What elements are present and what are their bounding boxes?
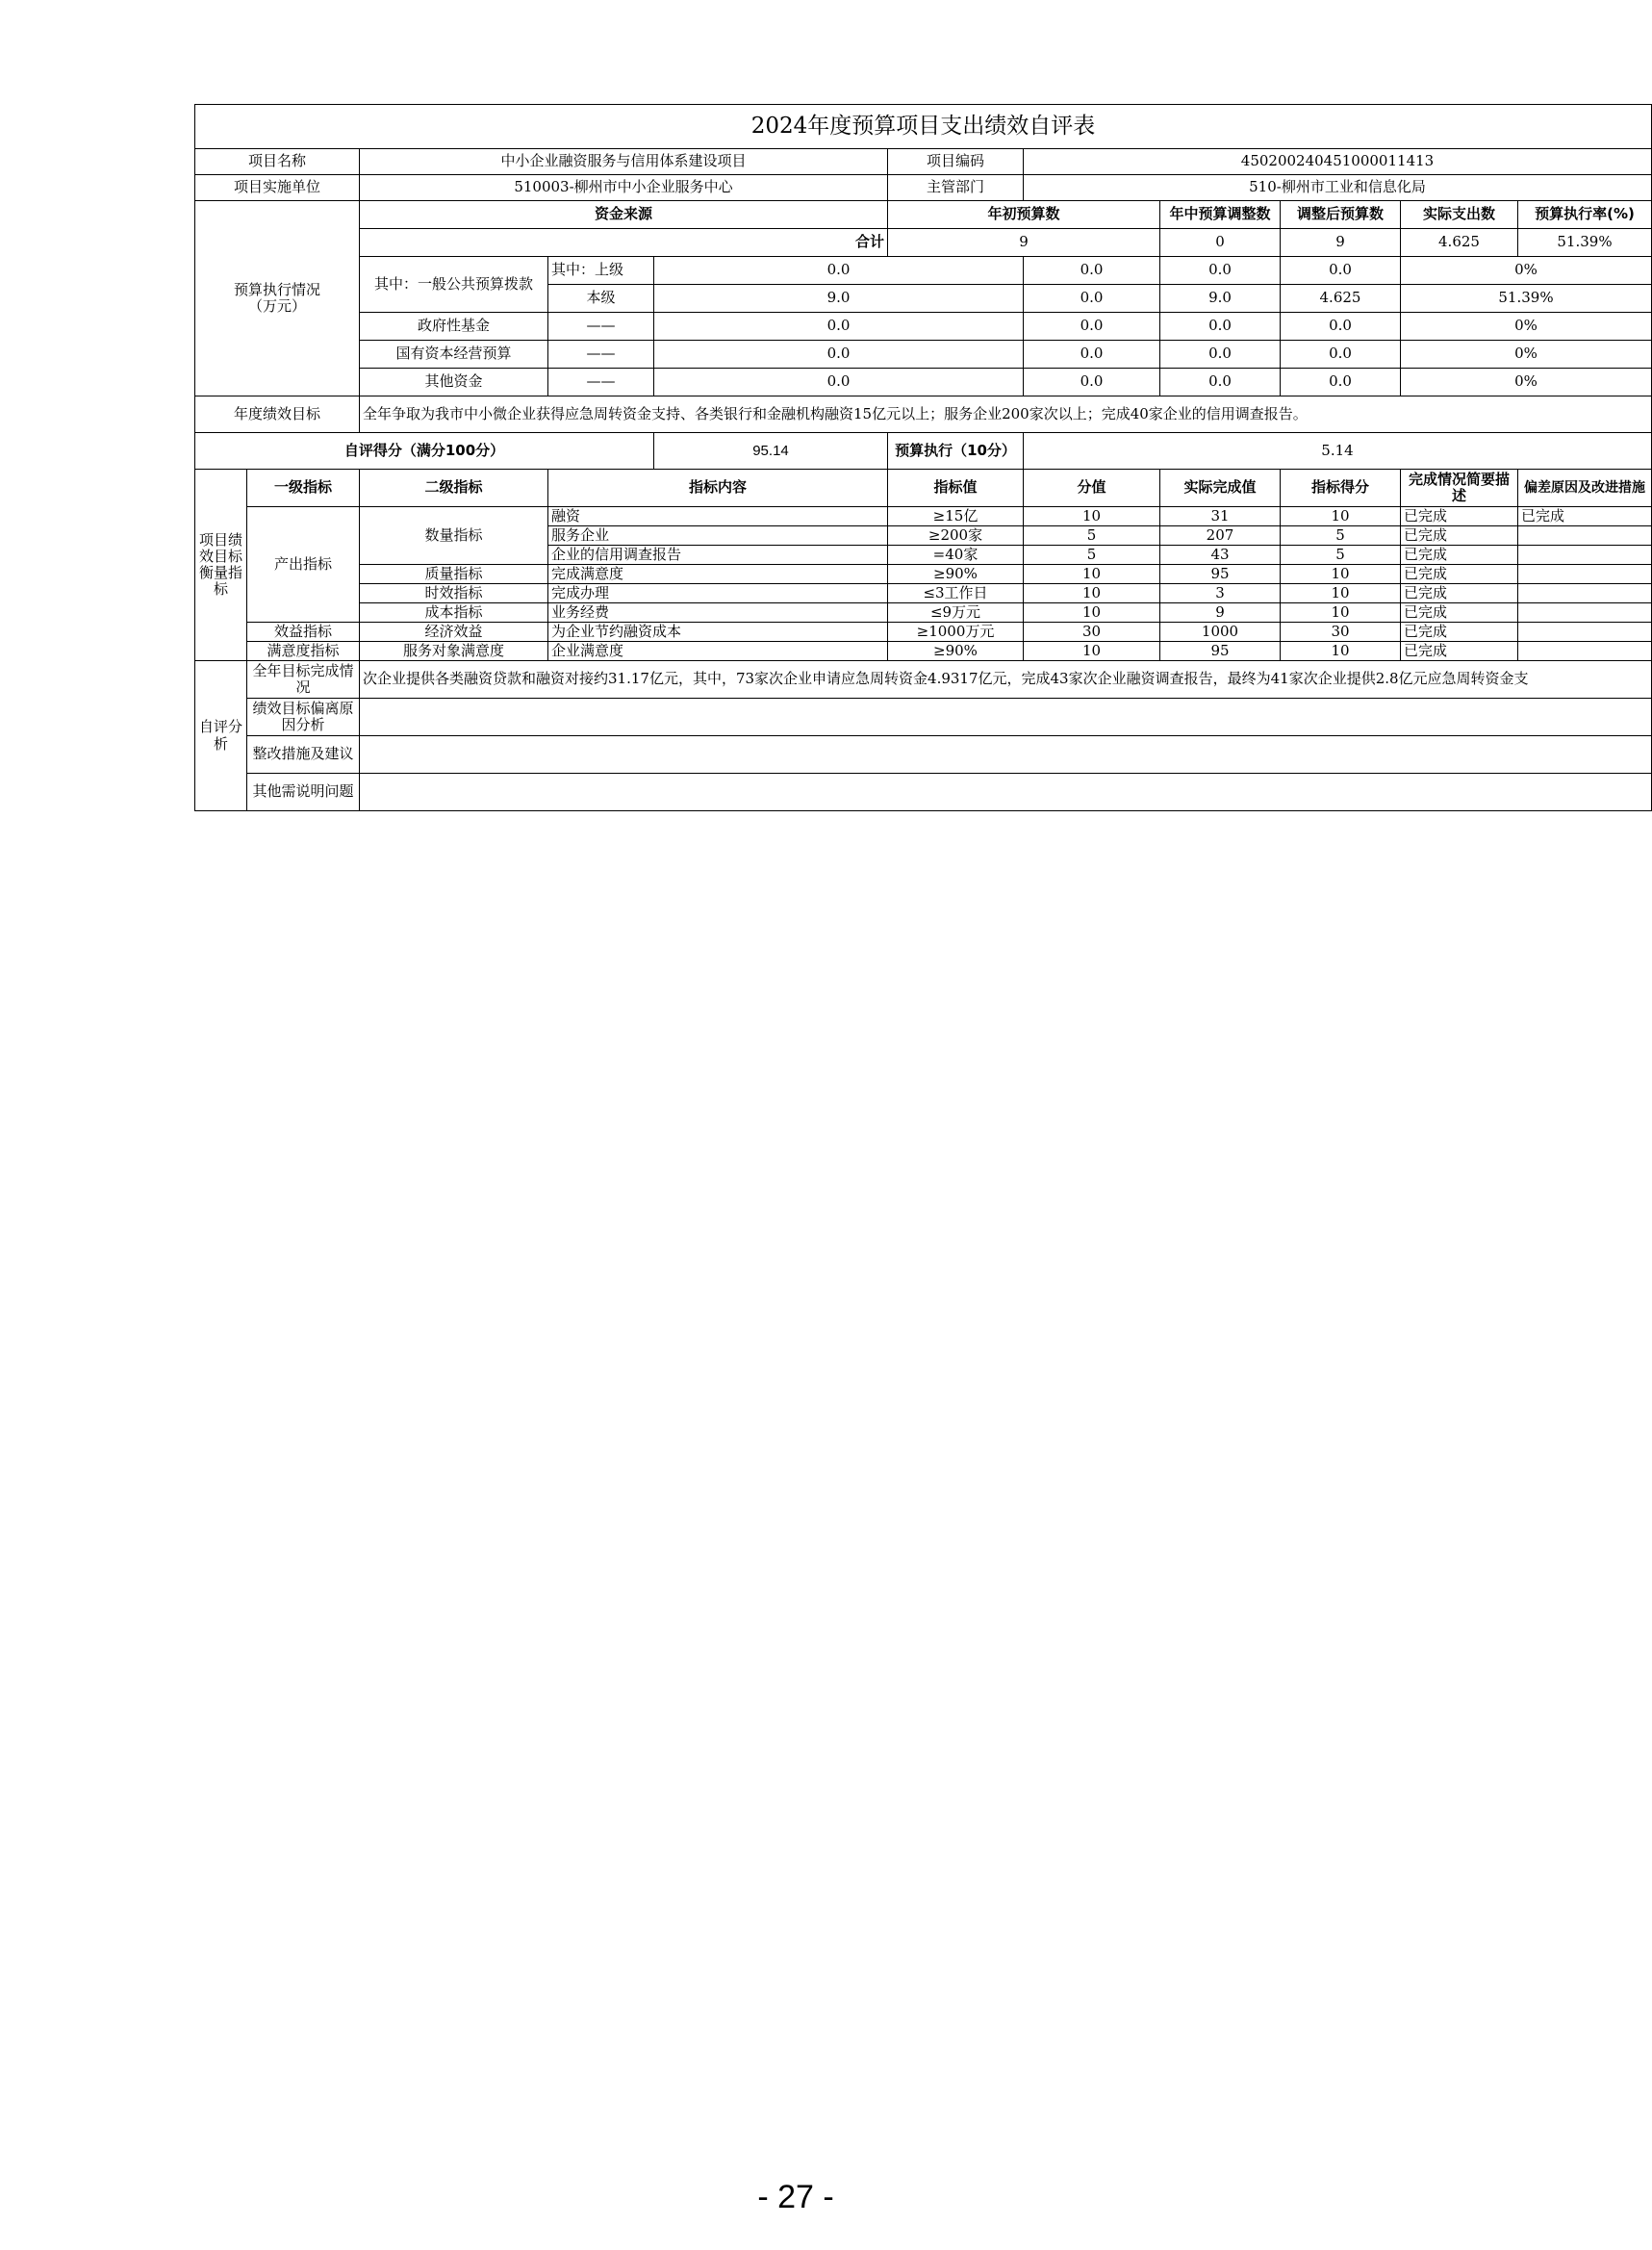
state-capital-rate: 0%	[1401, 341, 1652, 369]
budget-execution-score-label: 预算执行（10分）	[888, 433, 1024, 470]
indicator-content: 业务经费	[548, 603, 888, 623]
supervising-department-label: 主管部门	[888, 175, 1024, 201]
state-capital-adjustment: 0.0	[1024, 341, 1160, 369]
indicator-target: =40家	[888, 546, 1024, 565]
supervising-department: 510-柳州市工业和信息化局	[1024, 175, 1652, 201]
total-actual: 4.625	[1401, 229, 1518, 257]
indicator-actual: 95	[1160, 642, 1281, 661]
page-number: - 27 -	[757, 2179, 834, 2215]
local-initial: 9.0	[654, 285, 1024, 313]
cost-indicator-label: 成本指标	[360, 603, 548, 623]
col-header-mid-year-adjustment: 年中预算调整数	[1160, 201, 1281, 229]
analysis-item-label: 其他需说明问题	[247, 774, 360, 811]
implementing-unit: 510003-柳州市中小企业服务中心	[360, 175, 888, 201]
indicator-score: 30	[1281, 623, 1401, 642]
indicator-actual: 9	[1160, 603, 1281, 623]
indicator-deviation: 已完成	[1518, 507, 1652, 526]
indicator-points: 10	[1024, 507, 1160, 526]
other-funds-label: 其他资金	[360, 369, 548, 396]
state-capital-adjusted: 0.0	[1160, 341, 1281, 369]
col-header-actual: 实际完成值	[1160, 470, 1281, 507]
col-header-content: 指标内容	[548, 470, 888, 507]
implementing-unit-label: 项目实施单位	[195, 175, 360, 201]
indicator-points: 5	[1024, 526, 1160, 546]
col-header-initial-budget: 年初预算数	[888, 201, 1160, 229]
indicator-deviation	[1518, 623, 1652, 642]
budget-section-label: 预算执行情况 （万元）	[195, 201, 360, 396]
indicator-status: 已完成	[1401, 584, 1518, 603]
other-funds-actual: 0.0	[1281, 369, 1401, 396]
col-header-execution-rate: 预算执行率(%)	[1518, 201, 1652, 229]
indicator-actual: 31	[1160, 507, 1281, 526]
analysis-item-text	[360, 736, 1652, 774]
indicator-status: 已完成	[1401, 565, 1518, 584]
state-capital-label: 国有资本经营预算	[360, 341, 548, 369]
indicator-target: ≥200家	[888, 526, 1024, 546]
service-satisfaction-label: 服务对象满意度	[360, 642, 548, 661]
col-header-status: 完成情况简要描述	[1401, 470, 1518, 507]
indicator-deviation	[1518, 546, 1652, 565]
upper-adjustment: 0.0	[1024, 257, 1160, 285]
indicator-status: 已完成	[1401, 642, 1518, 661]
local-rate: 51.39%	[1401, 285, 1652, 313]
indicators-section-label: 项目绩 效目标 衡量指 标	[195, 470, 247, 661]
government-fund-actual: 0.0	[1281, 313, 1401, 341]
indicator-actual: 95	[1160, 565, 1281, 584]
economic-benefit-label: 经济效益	[360, 623, 548, 642]
indicator-status: 已完成	[1401, 603, 1518, 623]
indicator-points: 30	[1024, 623, 1160, 642]
state-capital-initial: 0.0	[654, 341, 1024, 369]
indicator-status: 已完成	[1401, 546, 1518, 565]
indicator-status: 已完成	[1401, 507, 1518, 526]
indicator-deviation	[1518, 584, 1652, 603]
indicator-target: ≥1000万元	[888, 623, 1024, 642]
annual-goal-text: 全年争取为我市中小微企业获得应急周转资金支持、各类银行和金融机构融资15亿元以上；服务企业200家次以上；完成40家企业的信用调查报告。	[360, 396, 1652, 433]
indicator-points: 10	[1024, 642, 1160, 661]
upper-rate: 0%	[1401, 257, 1652, 285]
indicator-deviation	[1518, 565, 1652, 584]
indicator-deviation	[1518, 642, 1652, 661]
indicator-content: 服务企业	[548, 526, 888, 546]
other-funds-adjustment: 0.0	[1024, 369, 1160, 396]
indicator-points: 10	[1024, 565, 1160, 584]
government-fund-initial: 0.0	[654, 313, 1024, 341]
indicator-content: 融资	[548, 507, 888, 526]
local-adjustment: 0.0	[1024, 285, 1160, 313]
other-funds-rate: 0%	[1401, 369, 1652, 396]
indicator-score: 10	[1281, 507, 1401, 526]
indicator-status: 已完成	[1401, 623, 1518, 642]
other-funds-initial: 0.0	[654, 369, 1024, 396]
total-initial: 9	[888, 229, 1160, 257]
col-header-adjusted-budget: 调整后预算数	[1281, 201, 1401, 229]
self-score-value: 95.14	[654, 433, 888, 470]
indicator-points: 5	[1024, 546, 1160, 565]
indicator-deviation	[1518, 603, 1652, 623]
total-adjusted: 9	[1281, 229, 1401, 257]
indicator-target: ≥90%	[888, 642, 1024, 661]
upper-initial: 0.0	[654, 257, 1024, 285]
indicator-target: ≥90%	[888, 565, 1024, 584]
indicator-target: ≤9万元	[888, 603, 1024, 623]
analysis-item-text	[360, 699, 1652, 736]
indicator-deviation	[1518, 526, 1652, 546]
upper-actual: 0.0	[1281, 257, 1401, 285]
indicator-score: 5	[1281, 526, 1401, 546]
analysis-item-label: 整改措施及建议	[247, 736, 360, 774]
indicator-score: 10	[1281, 642, 1401, 661]
timeliness-indicator-label: 时效指标	[360, 584, 548, 603]
quality-indicator-label: 质量指标	[360, 565, 548, 584]
indicator-actual: 43	[1160, 546, 1281, 565]
performance-evaluation-table	[194, 104, 1652, 811]
indicator-actual: 1000	[1160, 623, 1281, 642]
government-fund-adjustment: 0.0	[1024, 313, 1160, 341]
col-header-score: 指标得分	[1281, 470, 1401, 507]
analysis-item-label: 全年目标完成情况	[247, 661, 360, 699]
benefit-indicator-label: 效益指标	[247, 623, 360, 642]
output-indicator-label: 产出指标	[247, 507, 360, 623]
indicator-target: ≥15亿	[888, 507, 1024, 526]
project-name-label: 项目名称	[195, 149, 360, 175]
indicator-points: 10	[1024, 584, 1160, 603]
indicator-target: ≤3工作日	[888, 584, 1024, 603]
analysis-section-label: 自评分 析	[195, 661, 247, 811]
annual-goal-label: 年度绩效目标	[195, 396, 360, 433]
state-capital-dash: ——	[548, 341, 654, 369]
table-title: 2024年度预算项目支出绩效自评表	[195, 105, 1652, 149]
self-score-label: 自评得分（满分100分）	[195, 433, 654, 470]
project-code: 450200240451000011413	[1024, 149, 1652, 175]
indicator-actual: 207	[1160, 526, 1281, 546]
other-funds-adjusted: 0.0	[1160, 369, 1281, 396]
local-adjusted: 9.0	[1160, 285, 1281, 313]
indicator-score: 10	[1281, 565, 1401, 584]
col-header-level1: 一级指标	[247, 470, 360, 507]
project-code-label: 项目编码	[888, 149, 1024, 175]
government-fund-rate: 0%	[1401, 313, 1652, 341]
government-fund-label: 政府性基金	[360, 313, 548, 341]
indicator-actual: 3	[1160, 584, 1281, 603]
government-fund-dash: ——	[548, 313, 654, 341]
indicator-score: 10	[1281, 584, 1401, 603]
col-header-points: 分值	[1024, 470, 1160, 507]
indicator-content: 为企业节约融资成本	[548, 623, 888, 642]
indicator-content: 完成满意度	[548, 565, 888, 584]
indicator-score: 5	[1281, 546, 1401, 565]
analysis-item-label: 绩效目标偏离原因分析	[247, 699, 360, 736]
analysis-item-text	[360, 774, 1652, 811]
col-header-actual-spending: 实际支出数	[1401, 201, 1518, 229]
total-adjustment: 0	[1160, 229, 1281, 257]
local-level-label: 本级	[548, 285, 654, 313]
government-fund-adjusted: 0.0	[1160, 313, 1281, 341]
budget-execution-score-value: 5.14	[1024, 433, 1652, 470]
upper-level-label: 其中：上级	[548, 257, 654, 285]
general-budget-label: 其中：一般公共预算拨款	[360, 257, 548, 313]
state-capital-actual: 0.0	[1281, 341, 1401, 369]
other-funds-dash: ——	[548, 369, 654, 396]
indicator-status: 已完成	[1401, 526, 1518, 546]
total-rate: 51.39%	[1518, 229, 1652, 257]
upper-adjusted: 0.0	[1160, 257, 1281, 285]
project-name: 中小企业融资服务与信用体系建设项目	[360, 149, 888, 175]
quantity-indicator-label: 数量指标	[360, 507, 548, 565]
col-header-fund-source: 资金来源	[360, 201, 888, 229]
total-label: 合计	[360, 229, 888, 257]
col-header-target: 指标值	[888, 470, 1024, 507]
satisfaction-indicator-label: 满意度指标	[247, 642, 360, 661]
col-header-deviation: 偏差原因及改进措施	[1518, 470, 1652, 507]
indicator-content: 企业满意度	[548, 642, 888, 661]
indicator-points: 10	[1024, 603, 1160, 623]
indicator-score: 10	[1281, 603, 1401, 623]
indicator-content: 完成办理	[548, 584, 888, 603]
analysis-item-text: 次企业提供各类融资贷款和融资对接约31.17亿元，其中，73家次企业申请应急周转资金4.9317亿元，完成43家次企业融资调查报告，最终为41家次企业提供2.8亿元应急周转资金支	[360, 661, 1652, 699]
col-header-level2: 二级指标	[360, 470, 548, 507]
local-actual: 4.625	[1281, 285, 1401, 313]
indicator-content: 企业的信用调查报告	[548, 546, 888, 565]
